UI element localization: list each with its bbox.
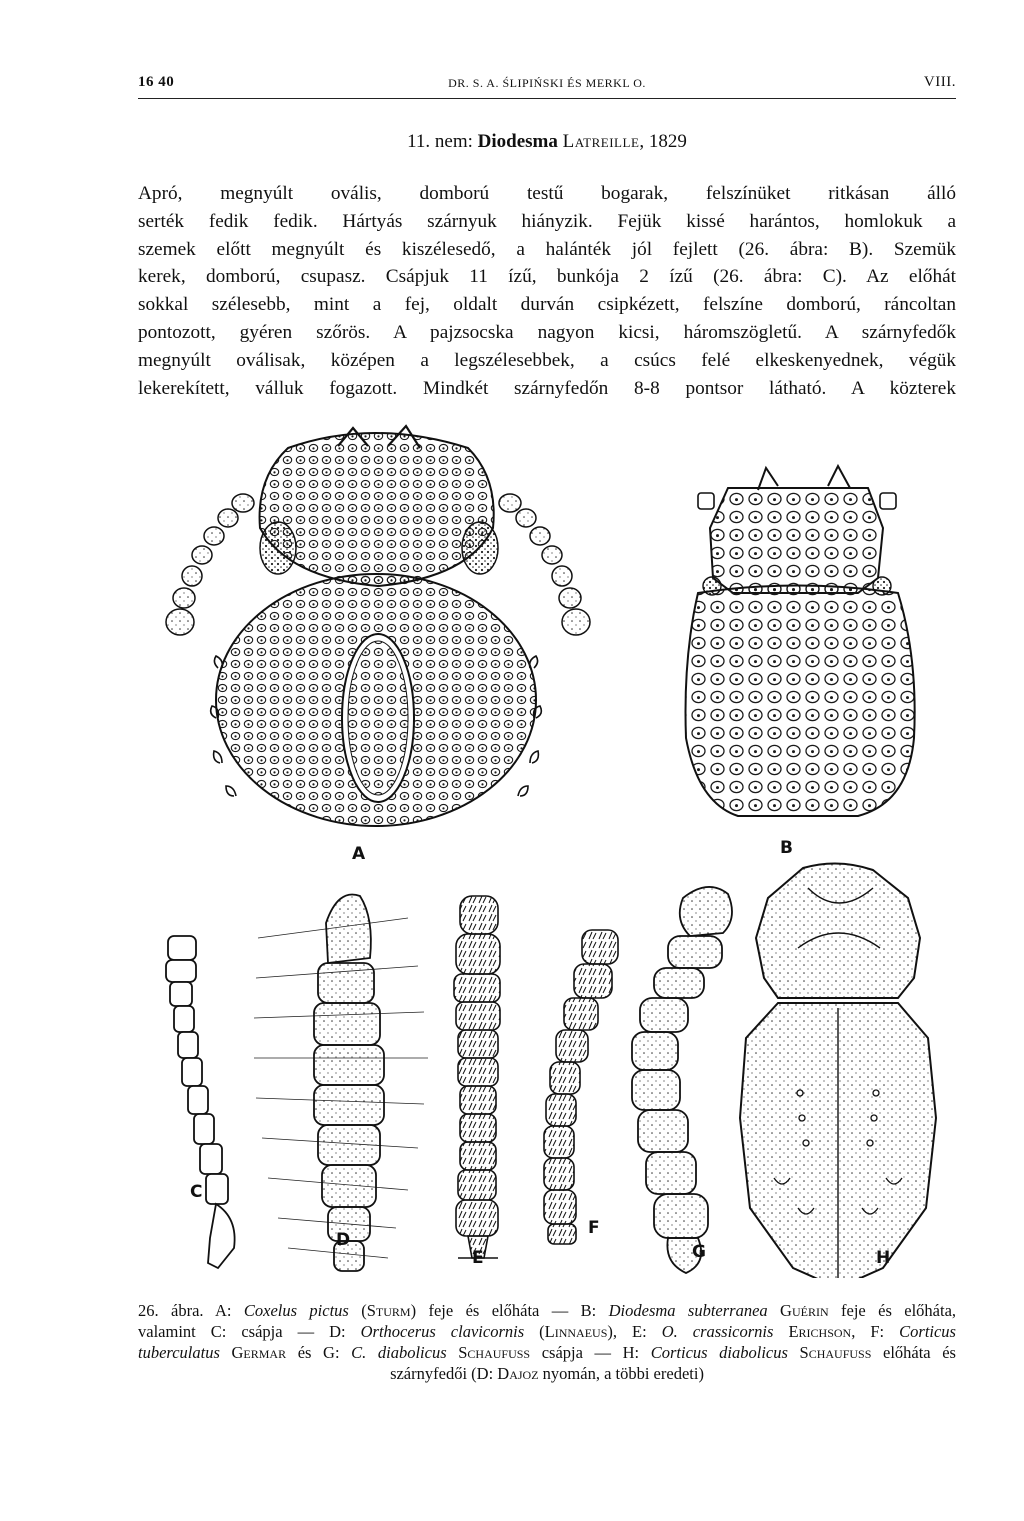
figure-illustrations — [138, 418, 956, 1278]
body-line: megnyúlt oválisak, középen a legszélesebbek, a csúcs felé elkeskenyednek, végük — [138, 349, 956, 371]
caption-text: ) feje és előháta — B: — [410, 1301, 609, 1320]
panel-b-drawing — [686, 466, 915, 816]
section-number: 11. nem: — [407, 131, 473, 152]
panel-c-drawing — [166, 936, 235, 1268]
caption-text: feje és előháta, — [828, 1301, 957, 1320]
panel-f-drawing — [544, 930, 618, 1244]
body-line: sokkal szélesebb, mint a fej, oldalt durván csipkézett, felszíne domború, ráncoltan — [138, 294, 956, 316]
author-name: Sturm — [366, 1301, 411, 1320]
species-name: Corticus — [899, 1322, 956, 1341]
species-name: Diodesma subterranea — [608, 1301, 768, 1320]
caption-line — [138, 1321, 956, 1342]
caption-text: szárnyfedői (D: — [390, 1364, 498, 1383]
species-name: O. crassicornis — [661, 1322, 774, 1341]
caption-text: ), E: — [607, 1322, 662, 1341]
figure-caption — [138, 1300, 956, 1384]
body-line: serték fedik fedik. Hártyás szárnyuk hiányzik. Fejük kissé harántos, homlokuk a — [138, 210, 956, 232]
caption-line — [138, 1300, 956, 1321]
body-line: lekerekített, válluk fogazott. Mindkét szárnyfedőn 8-8 pontsor látható. A közterek — [138, 377, 956, 399]
author-name: Germar — [219, 1343, 287, 1362]
panel-label-b: B — [780, 838, 793, 858]
panel-g-drawing — [632, 887, 732, 1273]
body-line: pontozott, gyéren szőrös. A pajzsocska nagyon kicsi, háromszögletű. A szárnyfedők — [138, 321, 956, 343]
author-name: Schaufuss — [446, 1343, 531, 1362]
genus-name: Diodesma — [477, 131, 558, 152]
author-name: Schaufuss — [787, 1343, 872, 1362]
panel-e-drawing — [454, 896, 500, 1258]
caption-text: és G: — [286, 1343, 352, 1362]
caption-text: ( — [348, 1301, 367, 1320]
body-line: Apró, megnyúlt ovális, domború testű bogarak, felszínüket ritkásan álló — [138, 183, 956, 204]
caption-text: 26. ábra. A: — [138, 1301, 244, 1320]
species-name: tuberculatus — [138, 1343, 220, 1362]
author-name: Linnaeus — [544, 1322, 608, 1341]
genus-author: Latreille — [562, 131, 640, 152]
species-name: Orthocerus clavicornis — [360, 1322, 525, 1341]
panel-a-drawing — [166, 426, 590, 826]
section-title — [138, 131, 956, 153]
panel-label-f: F — [588, 1218, 600, 1238]
running-header — [138, 74, 956, 99]
genus-year: , 1829 — [639, 131, 687, 152]
panel-label-d: D — [336, 1230, 351, 1250]
figure-26 — [138, 418, 956, 1278]
page-number: 16 40 — [138, 74, 175, 90]
author-name: Guérin — [767, 1301, 829, 1320]
body-paragraph — [138, 180, 956, 402]
caption-text: valamint C: csápja — D: — [138, 1322, 361, 1341]
caption-text: előháta és — [871, 1343, 956, 1362]
body-line: szemek előtt megnyúlt és kiszélesedő, a halánték jól fejlett (26. ábra: B). Szemük — [138, 238, 956, 260]
panel-label-a: A — [352, 844, 366, 864]
species-name: C. diabolicus — [351, 1343, 447, 1362]
author-name: Dajoz — [497, 1364, 539, 1383]
chapter-number: VIII. — [923, 74, 956, 90]
caption-line — [138, 1342, 956, 1363]
running-title: DR. S. A. ŚLIPIŃSKI ÉS MERKL O. — [448, 76, 646, 90]
panel-label-g: G — [692, 1242, 706, 1262]
panel-label-h: H — [876, 1248, 891, 1268]
caption-text: csápja — H: — [530, 1343, 651, 1362]
panel-label-e: E — [472, 1248, 484, 1268]
panel-h-drawing — [740, 863, 936, 1278]
caption-text: ( — [524, 1322, 545, 1341]
body-line: kerek, domború, csupasz. Csápjuk 11 ízű, bunkója 2 ízű (26. ábra: C). Az előhát — [138, 266, 956, 288]
author-name: Erichson — [773, 1322, 852, 1341]
panel-label-c: C — [190, 1182, 203, 1202]
caption-text: nyomán, a többi eredeti) — [538, 1364, 704, 1383]
panel-d-drawing — [254, 895, 428, 1271]
species-name: Corticus diabolicus — [650, 1343, 788, 1362]
species-name: Coxelus pictus — [243, 1301, 349, 1320]
caption-line — [138, 1363, 956, 1384]
caption-text: , F: — [851, 1322, 900, 1341]
